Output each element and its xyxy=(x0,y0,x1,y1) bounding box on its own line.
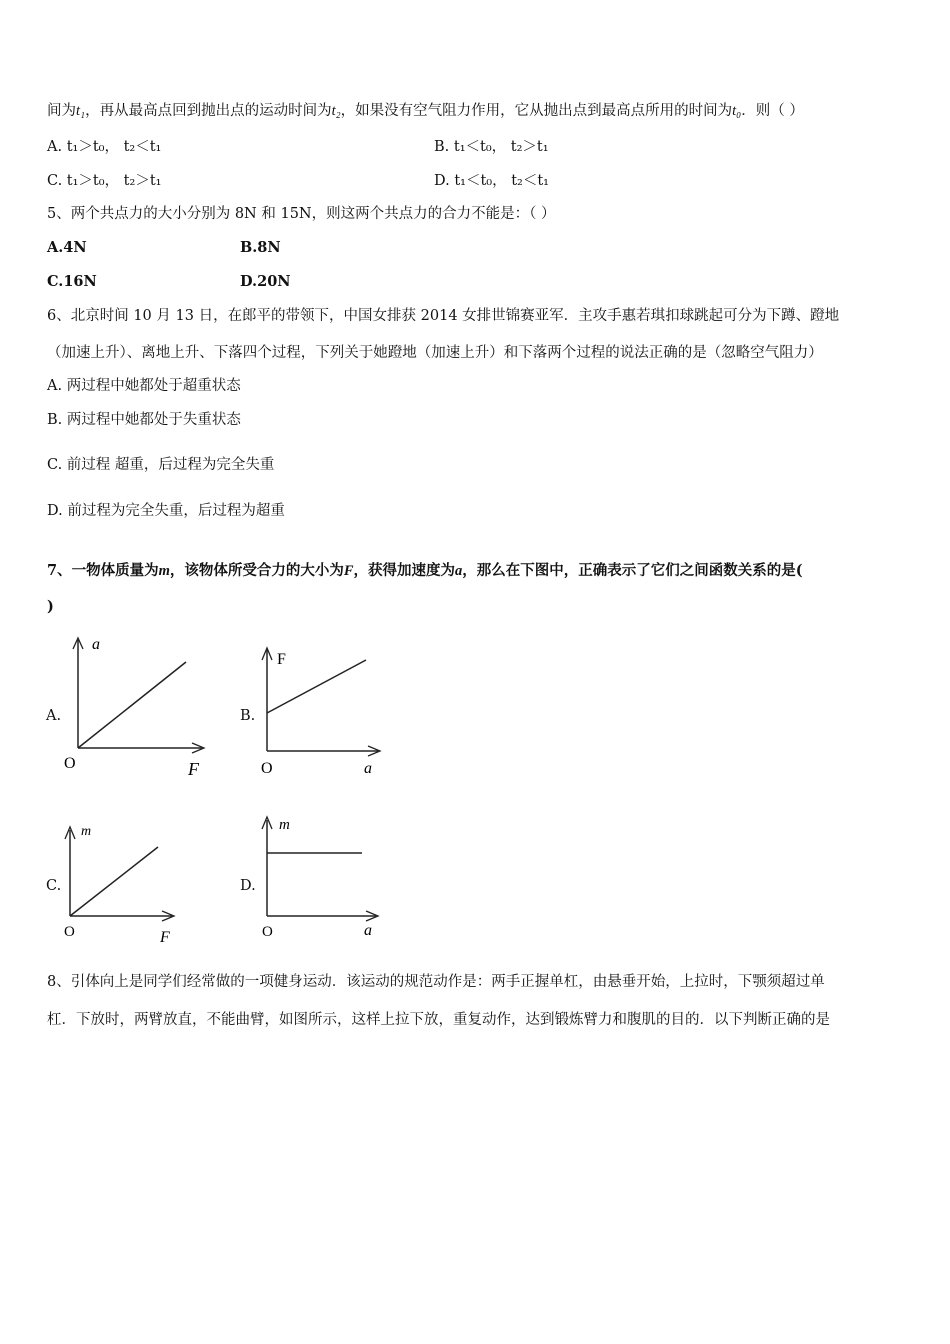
q5-option-b[interactable]: B.8N xyxy=(240,239,281,256)
q4-option-a[interactable]: A. t₁＞t₀， t₂＜t₁ xyxy=(47,139,162,155)
graph-d-label[interactable]: D. xyxy=(240,878,256,894)
graph-a-y-axis-label: a xyxy=(92,636,100,653)
var-F: F xyxy=(343,563,354,579)
graph-d[interactable] xyxy=(254,808,394,938)
graph-a-label[interactable]: A. xyxy=(46,708,62,724)
graph-b[interactable] xyxy=(254,640,394,790)
q7-stem-line2: ) xyxy=(47,598,54,615)
graph-d-y-axis-label: m xyxy=(279,817,290,833)
q8-stem-line2: 杠．下放时，两臂放直，不能曲臂，如图所示，这样上拉下放，重复动作，达到锻炼臂力和腹肌的目的．以下判断正确的是 xyxy=(47,1012,830,1028)
graph-b-origin: O xyxy=(261,760,273,777)
graph-c-label[interactable]: C. xyxy=(46,878,62,894)
q6-option-c[interactable]: C. 前过程 超重，后过程为完全失重 xyxy=(47,457,275,473)
var-a: a xyxy=(455,563,463,579)
q8-stem-line1: 8、引体向上是同学们经常做的一项健身运动．该运动的规范动作是：两手正握单杠，由悬垂开始，上拉时，下颚须超过单 xyxy=(47,974,825,990)
q5-option-a[interactable]: A.4N xyxy=(47,239,87,256)
q4-option-d[interactable]: D. t₁＜t₀， t₂＜t₁ xyxy=(434,173,549,189)
graph-c-y-axis-label: m xyxy=(81,824,92,839)
graph-d-origin: O xyxy=(262,924,273,940)
q6-option-a[interactable]: A. 两过程中她都处于超重状态 xyxy=(47,378,241,394)
q5-option-d[interactable]: D.20N xyxy=(240,273,291,290)
q5-option-c[interactable]: C.16N xyxy=(47,273,97,290)
graph-b-label[interactable]: B. xyxy=(240,708,256,724)
var-t1: t₁ xyxy=(76,103,86,119)
var-t0: t₀ xyxy=(732,103,742,119)
graph-a[interactable] xyxy=(58,632,228,782)
graph-c-origin: O xyxy=(64,924,75,940)
q5-stem: 5、两个共点力的大小分别为 8N 和 15N，则这两个共点力的合力不能是：（ ） xyxy=(47,206,556,222)
q4-option-c[interactable]: C. t₁＞t₀， t₂＞t₁ xyxy=(47,173,162,189)
graph-c[interactable] xyxy=(58,818,198,948)
graph-b-y-axis-label: F xyxy=(277,651,286,668)
q6-stem-line1: 6、北京时间 10 月 13 日，在郎平的带领下，中国女排获 2014 女排世锦赛亚军．主攻手惠若琪扣球跳起可分为下蹲、蹬地 xyxy=(47,308,840,324)
q7-stem-line1: 7、一物体质量为m，该物体所受合力的大小为F，获得加速度为a，那么在下图中，正确表示了它们之间函数关系的是( xyxy=(47,562,803,579)
graph-c-x-axis-label: F xyxy=(160,929,170,946)
graph-a-x-axis-label: F xyxy=(188,759,199,779)
q6-stem-line2: （加速上升）、离地上升、下落四个过程，下列关于她蹬地（加速上升）和下落两个过程的说法正确的是（忽略空气阻力） xyxy=(47,345,823,361)
q4-stem: 间为t₁，再从最高点回到抛出点的运动时间为t₂，如果没有空气阻力作用，它从抛出点到最高点所用的时间为t₀．则（ ） xyxy=(47,103,804,119)
graph-a-origin: O xyxy=(64,755,76,772)
graph-b-x-axis-label: a xyxy=(364,760,372,777)
var-t2: t₂ xyxy=(331,103,341,119)
graph-d-x-axis-label: a xyxy=(364,922,372,939)
var-m: m xyxy=(158,563,170,579)
q4-option-b[interactable]: B. t₁＜t₀， t₂＞t₁ xyxy=(434,139,549,155)
q6-option-d[interactable]: D. 前过程为完全失重，后过程为超重 xyxy=(47,503,285,519)
q6-option-b[interactable]: B. 两过程中她都处于失重状态 xyxy=(47,412,241,428)
